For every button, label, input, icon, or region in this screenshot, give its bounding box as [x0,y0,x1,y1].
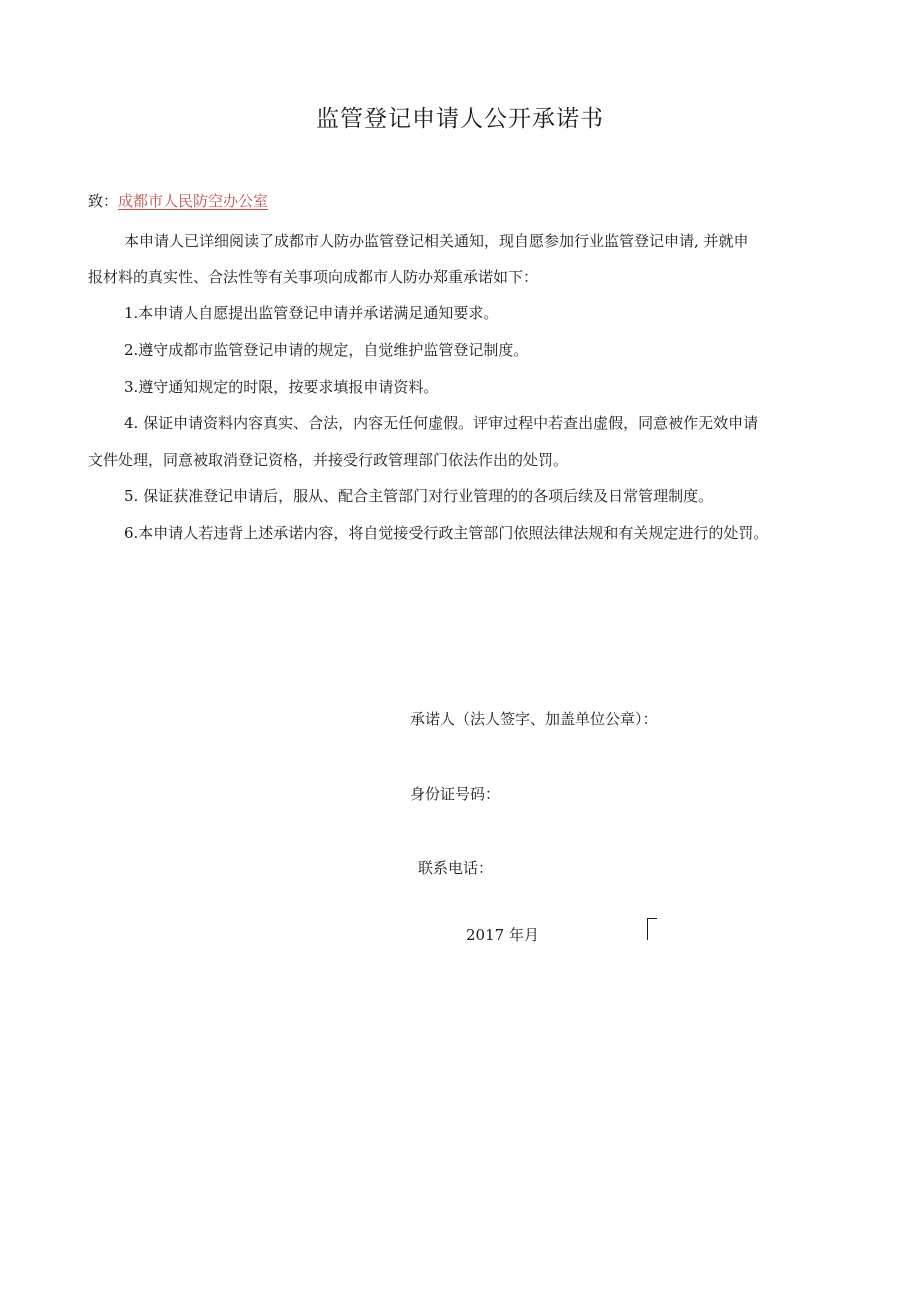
promise-item-6: 6.本申请人若违背上述承诺内容，将自觉接受行政主管部门依照法律法规和有关规定进行的处罚。 [124,524,769,542]
intro-line-1: 本申请人已详细阅读了成都市人防办监管登记相关通知，现自愿参加行业监管登记申请, 并就申 [124,232,749,250]
promise-item-5: 5. 保证获准登记申请后，服从、配合主管部门对行业管理的的各项后续及日常管理制度。 [124,487,714,505]
promise-item-3: 3.遵守通知规定的时限，按要求填报申请资料。 [124,378,439,396]
addressee-org: 成都市人民防空办公室 [118,192,269,210]
intro-line-2: 报材料的真实性、合法性等有关事项向成都市人防办郑重承诺如下： [88,268,539,286]
document-title: 监管登记申请人公开承诺书 [316,106,604,132]
id-number-label: 身份证号码： [410,785,501,803]
promise-item-2: 2.遵守成都市监管登记申请的规定，自觉维护监管登记制度。 [124,341,529,359]
promisor-signature-label: 承诺人（法人签字、加盖单位公章）： [410,710,658,728]
addressee-prefix: 致： [88,192,119,210]
promise-item-4-cont: 文件处理，同意被取消登记资格，并接受行政管理部门依法作出的处罚。 [88,451,569,469]
promise-item-4: 4. 保证申请资料内容真实、合法，内容无任何虚假。评审过程中若查出虚假，同意被作无效申请 [124,414,759,432]
addressee-line [88,190,268,211]
bracket-mark [647,918,657,940]
date-line: 2017 年月 [466,926,539,944]
phone-label: 联系电话： [418,859,494,877]
promise-item-1: 1.本申请人自愿提出监管登记申请并承诺满足通知要求。 [124,304,499,322]
